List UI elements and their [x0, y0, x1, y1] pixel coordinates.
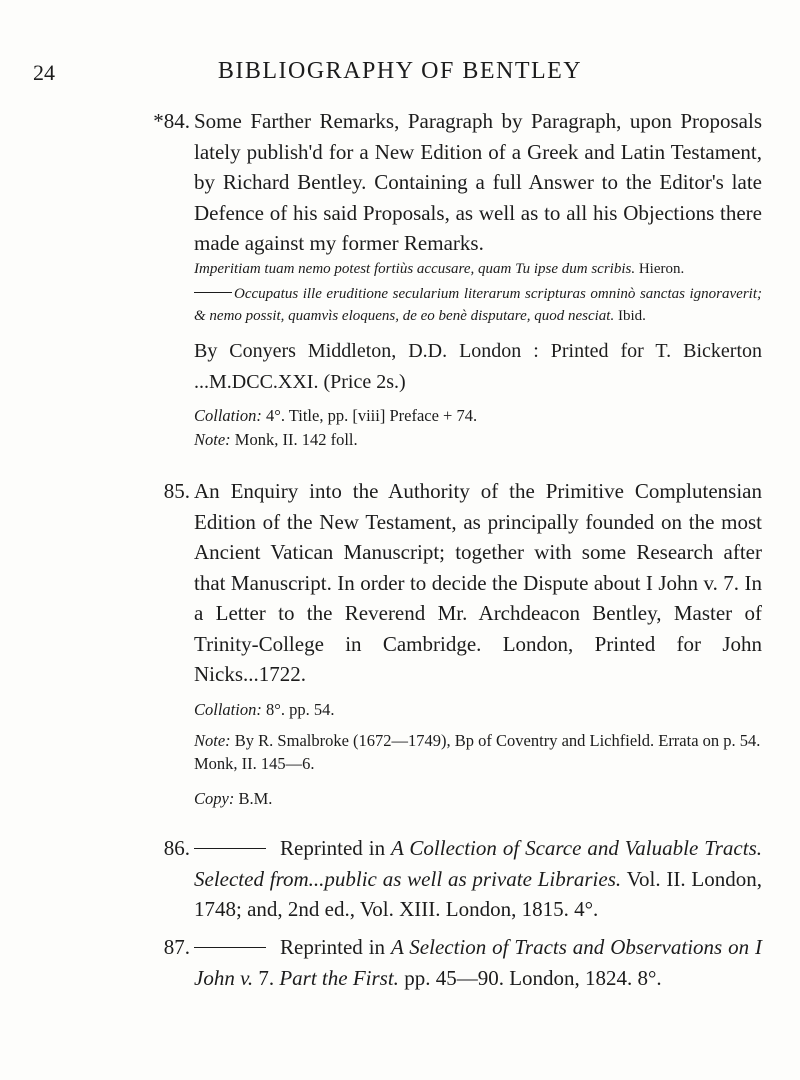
motto-1-text: Imperitiam tuam nemo potest fortiùs accusare, quam Tu ipse dum scribis. — [194, 261, 636, 277]
entry-87-text — [194, 932, 762, 993]
ditto-dash — [194, 947, 266, 948]
motto-1-source: Hieron. — [638, 261, 685, 277]
motto-dash — [194, 292, 232, 293]
entry-86-text — [194, 833, 762, 925]
copy-label: Copy: — [194, 789, 235, 808]
reprint-details: pp. 45—90. London, 1824. 8°. — [404, 965, 662, 990]
reprint-title-2: Part the First. — [279, 965, 399, 990]
entry-number-85: 85. — [163, 479, 190, 503]
ditto-dash — [194, 848, 266, 849]
reprint-mid: as well as — [382, 866, 467, 891]
entry-number-86: 86. — [163, 836, 190, 860]
note-value: Monk, II. 142 foll. — [234, 430, 358, 449]
reprint-title: A Collection of Scarce and Valuable Tracts. Selected from...public — [194, 836, 762, 891]
running-title: BIBLIOGRAPHY OF BENTLEY — [217, 58, 583, 84]
reprint-details: Vol. II. London, 1748; and, 2nd ed., Vol. XIII. London, 1815. 4°. — [194, 866, 763, 921]
reprint-title: A Selection of Tracts and Observations on I John v. — [194, 935, 762, 990]
motto-2-source: Ibid. — [617, 308, 646, 324]
reprint-prefix: Reprinted in — [280, 935, 386, 959]
collation-value: 4°. Title, pp. [viii] Preface + 74. — [265, 406, 478, 425]
entry-84-imprint: By Conyers Middleton, D.D. London : Printed for T. Bickerton ...M.DCC.XXI. (Price 2s.) — [194, 340, 762, 393]
collation-label: Collation: — [194, 700, 262, 719]
motto-2-text: Occupatus ille eruditione secularium literarum scripturas omninò sanctas ignoraverit; & nemo possit, quamvìs eloquens, de eo benè disputare, quod nesciat. — [194, 286, 762, 324]
entry-number-84: *84. — [153, 109, 190, 133]
entry-84-collation — [194, 404, 762, 427]
entry-85-collation — [194, 698, 762, 721]
entry-85-copy — [194, 787, 762, 810]
note-label: Note: — [194, 430, 231, 449]
entry-number-87: 87. — [163, 935, 190, 959]
entry-85-note — [194, 729, 762, 775]
reprint-prefix: Reprinted in — [280, 836, 386, 860]
entry-84-motto-2 — [194, 283, 762, 327]
copy-value: B.M. — [238, 789, 273, 808]
collation-label: Collation: — [194, 406, 262, 425]
note-label: Note: — [194, 731, 231, 750]
entry-84-note — [194, 428, 762, 451]
entry-84-title: Some Farther Remarks, Paragraph by Paragraph, upon Proposals lately publish'd for a New Edition of a Greek and Latin Testament, by Richard Bentley. Containing a full Answer to the Editor's late Defence of his said Proposals, as well as to all his Objections there made against my former Remarks. — [194, 109, 762, 255]
page-number: 24 — [33, 60, 55, 85]
note-value: By R. Smalbroke (1672—1749), Bp of Coventry and Lichfield. Errata on p. 54. Monk, II. 145—6. — [194, 731, 761, 773]
running-head — [0, 58, 800, 88]
reprint-title-2: private Libraries. — [472, 866, 622, 891]
entry-85-title: An Enquiry into the Authority of the Primitive Complutensian Edition of the New Testament, as principally founded on the most Ancient Vatican Manuscript; together with some Research after that Manuscript. In order to decide the Dispute about I John v. 7. In a Letter to the Reverend Mr. Archdeacon Bentley, Master of Trinity-College in Cambridge. London, Printed for John Nicks...1722. — [194, 479, 762, 686]
reprint-mid: 7. — [258, 965, 275, 990]
collation-value: 8°. pp. 54. — [265, 700, 335, 719]
entry-84-motto-1 — [194, 258, 762, 280]
